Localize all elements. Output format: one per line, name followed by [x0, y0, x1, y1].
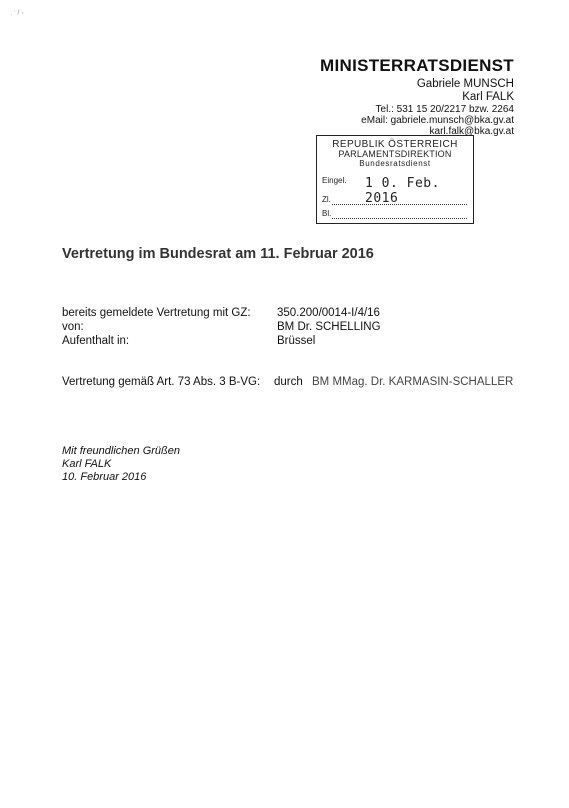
closing-greeting: Mit freundlichen Grüßen	[62, 445, 180, 457]
scan-artifact: · ˙ ⁄ ,	[9, 8, 25, 19]
department-title: MINISTERRATSDIENST	[320, 56, 514, 75]
detail-value-aufenthalt: Brüssel	[277, 335, 316, 347]
stamp-line-1: REPUBLIK ÖSTERREICH	[332, 139, 458, 150]
stamp-zl-line	[332, 204, 467, 205]
detail-value-von: BM Dr. SCHELLING	[277, 321, 381, 333]
stamp-bl-line	[332, 218, 467, 219]
closing-name: Karl FALK	[62, 458, 112, 470]
stamp-date: 1 0. Feb. 2016	[365, 176, 440, 206]
stamp-zl-label: Zl.	[322, 195, 331, 204]
receipt-stamp	[316, 135, 474, 224]
stamp-line-3: Bundesratsdienst	[359, 159, 431, 168]
stamp-line-2: PARLAMENTSDIREKTION	[338, 149, 452, 159]
replacement-label: Vertretung gemäß Art. 73 Abs. 3 B-VG:	[62, 376, 261, 388]
detail-label-gz: bereits gemeldete Vertretung mit GZ:	[62, 307, 251, 319]
detail-label-aufenthalt: Aufenthalt in:	[62, 335, 130, 347]
detail-label-von: von:	[62, 321, 84, 333]
header-tel: Tel.: 531 15 20/2217 bzw. 2264	[375, 104, 514, 115]
header-email-2: karl.falk@bka.gv.at	[429, 126, 514, 137]
replacement-name: BM MMag. Dr. KARMASIN-SCHALLER	[312, 376, 514, 388]
detail-value-gz: 350.200/0014-I/4/16	[277, 307, 380, 319]
replacement-via: durch	[274, 376, 303, 388]
stamp-bl-label: Bl.	[322, 209, 332, 218]
closing-date: 10. Februar 2016	[62, 471, 147, 483]
header-name-1: Gabriele MUNSCH	[416, 78, 514, 90]
stamp-eingel-label: Eingel.	[322, 176, 347, 185]
header-name-2: Karl FALK	[462, 91, 514, 103]
header-email-1: eMail: gabriele.munsch@bka.gv.at	[361, 115, 514, 126]
subject-heading: Vertretung im Bundesrat am 11. Februar 2016	[62, 246, 374, 262]
